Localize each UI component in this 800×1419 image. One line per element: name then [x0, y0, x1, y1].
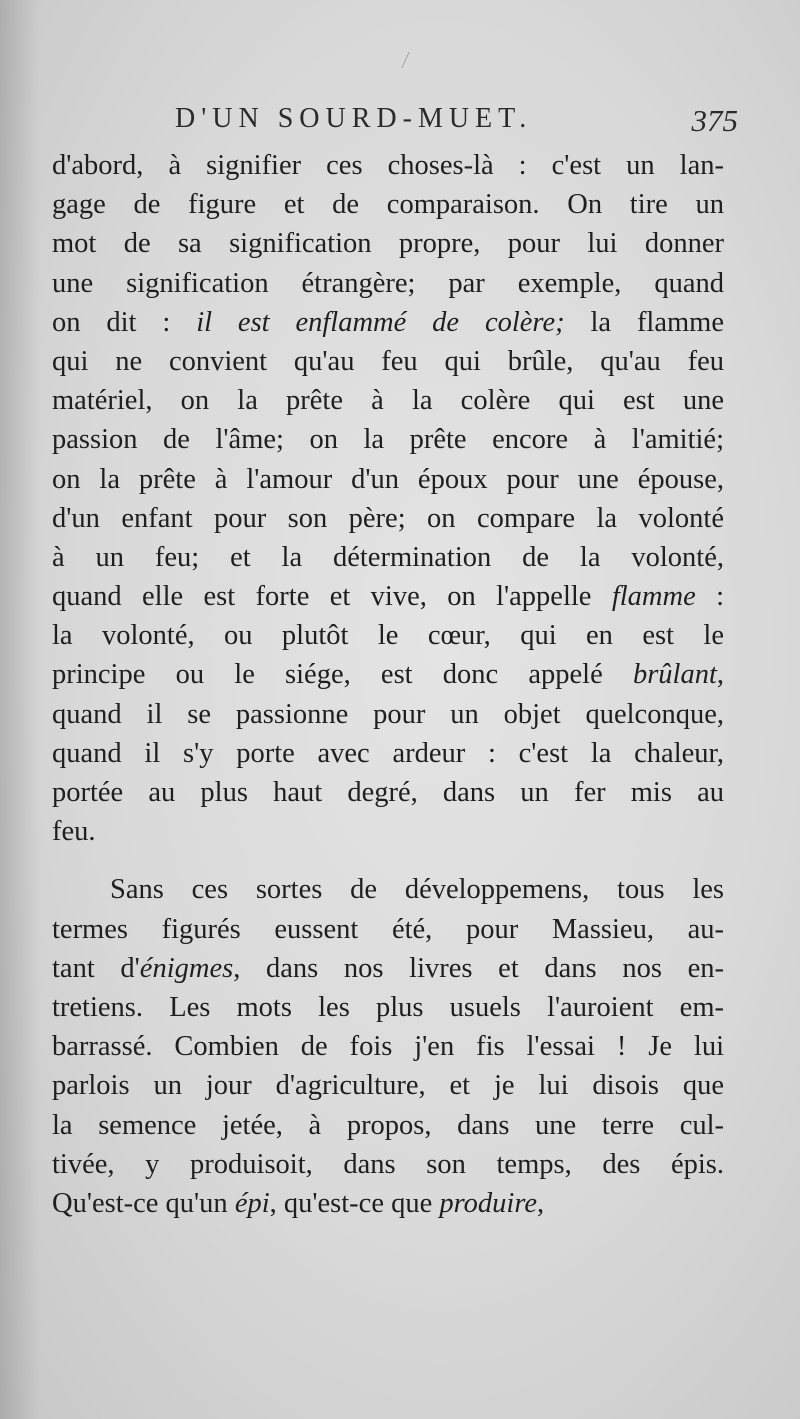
text-run: d'un enfant pour son père; on compare la volonté [52, 502, 724, 534]
text-run: , [716, 659, 724, 691]
italic-text: produire [439, 1187, 538, 1219]
text-line [52, 146, 724, 185]
text-line [52, 1106, 724, 1145]
text-line [52, 185, 724, 224]
text-run: Sans ces sortes de développemens, tous les [110, 874, 724, 906]
italic-text: épi [234, 1187, 270, 1219]
text-run: quand elle est forte et vive, on l'appelle [52, 581, 612, 613]
text-line [52, 342, 724, 381]
text-run: on la prête à l'amour d'un époux pour une épouse, [52, 463, 724, 495]
text-run: barrassé. Combien de fois j'en fis l'essai ! Je lui [52, 1031, 724, 1063]
text-line [52, 264, 724, 303]
italic-text: brûlant [632, 659, 717, 691]
text-run: la semence jetée, à propos, dans une terre cul- [52, 1109, 724, 1141]
text-line [52, 949, 724, 988]
text-line [52, 1184, 724, 1223]
text-line [52, 499, 724, 538]
text-run: mot de sa signification propre, pour lui donner [52, 228, 724, 260]
text-run: on dit : [52, 306, 197, 338]
text-run: qui ne convient qu'au feu qui brûle, qu'au feu [52, 345, 724, 377]
stray-pen-mark [389, 52, 409, 68]
text-run: tant d' [52, 952, 140, 984]
text-line [52, 695, 724, 734]
text-line [52, 460, 724, 499]
text-line [52, 812, 724, 851]
text-run: d'abord, à signifier ces choses-là : c'est un lan- [52, 150, 724, 181]
italic-text: énigmes [139, 952, 234, 984]
text-run: portée au plus haut degré, dans un fer mis au [52, 777, 724, 808]
text-line [52, 577, 724, 616]
text-line [52, 303, 724, 342]
paragraph [52, 870, 724, 1223]
text-line [52, 381, 724, 420]
text-run: , [537, 1187, 545, 1219]
text-line [52, 224, 724, 263]
running-title: D'UN SOURD-MUET. [175, 103, 533, 134]
text-run: : [695, 581, 724, 613]
text-line [52, 870, 724, 909]
text-line [52, 988, 724, 1027]
text-run: passion de l'âme; on la prête encore à l'amitié; [52, 424, 724, 456]
text-line [52, 1145, 724, 1184]
body-text [52, 146, 724, 1223]
text-run: tivée, y produisoit, dans son temps, des épis. [52, 1148, 724, 1180]
text-run: la flamme [564, 306, 724, 338]
page-number: 375 [691, 103, 738, 138]
text-run: principe ou le siége, est donc appelé [52, 659, 633, 691]
text-run: gage de figure et de comparaison. On tire un [52, 189, 724, 221]
text-line [52, 1066, 724, 1105]
text-line [52, 1027, 724, 1066]
text-run: feu. [52, 816, 96, 848]
text-run: termes figurés eussent été, pour Massieu, au- [52, 913, 724, 945]
italic-text: il est enflammé de colère; [196, 306, 565, 338]
gutter-shadow [0, 0, 40, 1419]
text-line [52, 655, 724, 694]
paragraph [52, 146, 724, 851]
text-line [52, 420, 724, 459]
text-run: matériel, on la prête à la colère qui est une [52, 385, 724, 417]
text-run: tretiens. Les mots les plus usuels l'auroient em- [52, 991, 724, 1023]
running-head [175, 103, 738, 143]
text-run: parlois un jour d'agriculture, et je lui disois que [52, 1070, 724, 1102]
text-run: , qu'est-ce que [269, 1187, 440, 1219]
text-line [52, 616, 724, 655]
text-run: une signification étrangère; par exemple, quand [52, 267, 724, 299]
text-line [52, 910, 724, 949]
text-run: quand il s'y porte avec ardeur : c'est la chaleur, [52, 737, 724, 769]
text-run: la volonté, ou plutôt le cœur, qui en est le [52, 620, 724, 652]
text-line [52, 538, 724, 577]
text-run: Qu'est-ce qu'un [52, 1187, 235, 1219]
text-run: , dans nos livres et dans nos en- [233, 952, 724, 984]
text-line [52, 734, 724, 773]
italic-text: flamme [611, 581, 696, 613]
text-line [52, 773, 724, 812]
text-run: quand il se passionne pour un objet quelconque, [52, 698, 724, 730]
text-run: à un feu; et la détermination de la volonté, [52, 541, 724, 573]
